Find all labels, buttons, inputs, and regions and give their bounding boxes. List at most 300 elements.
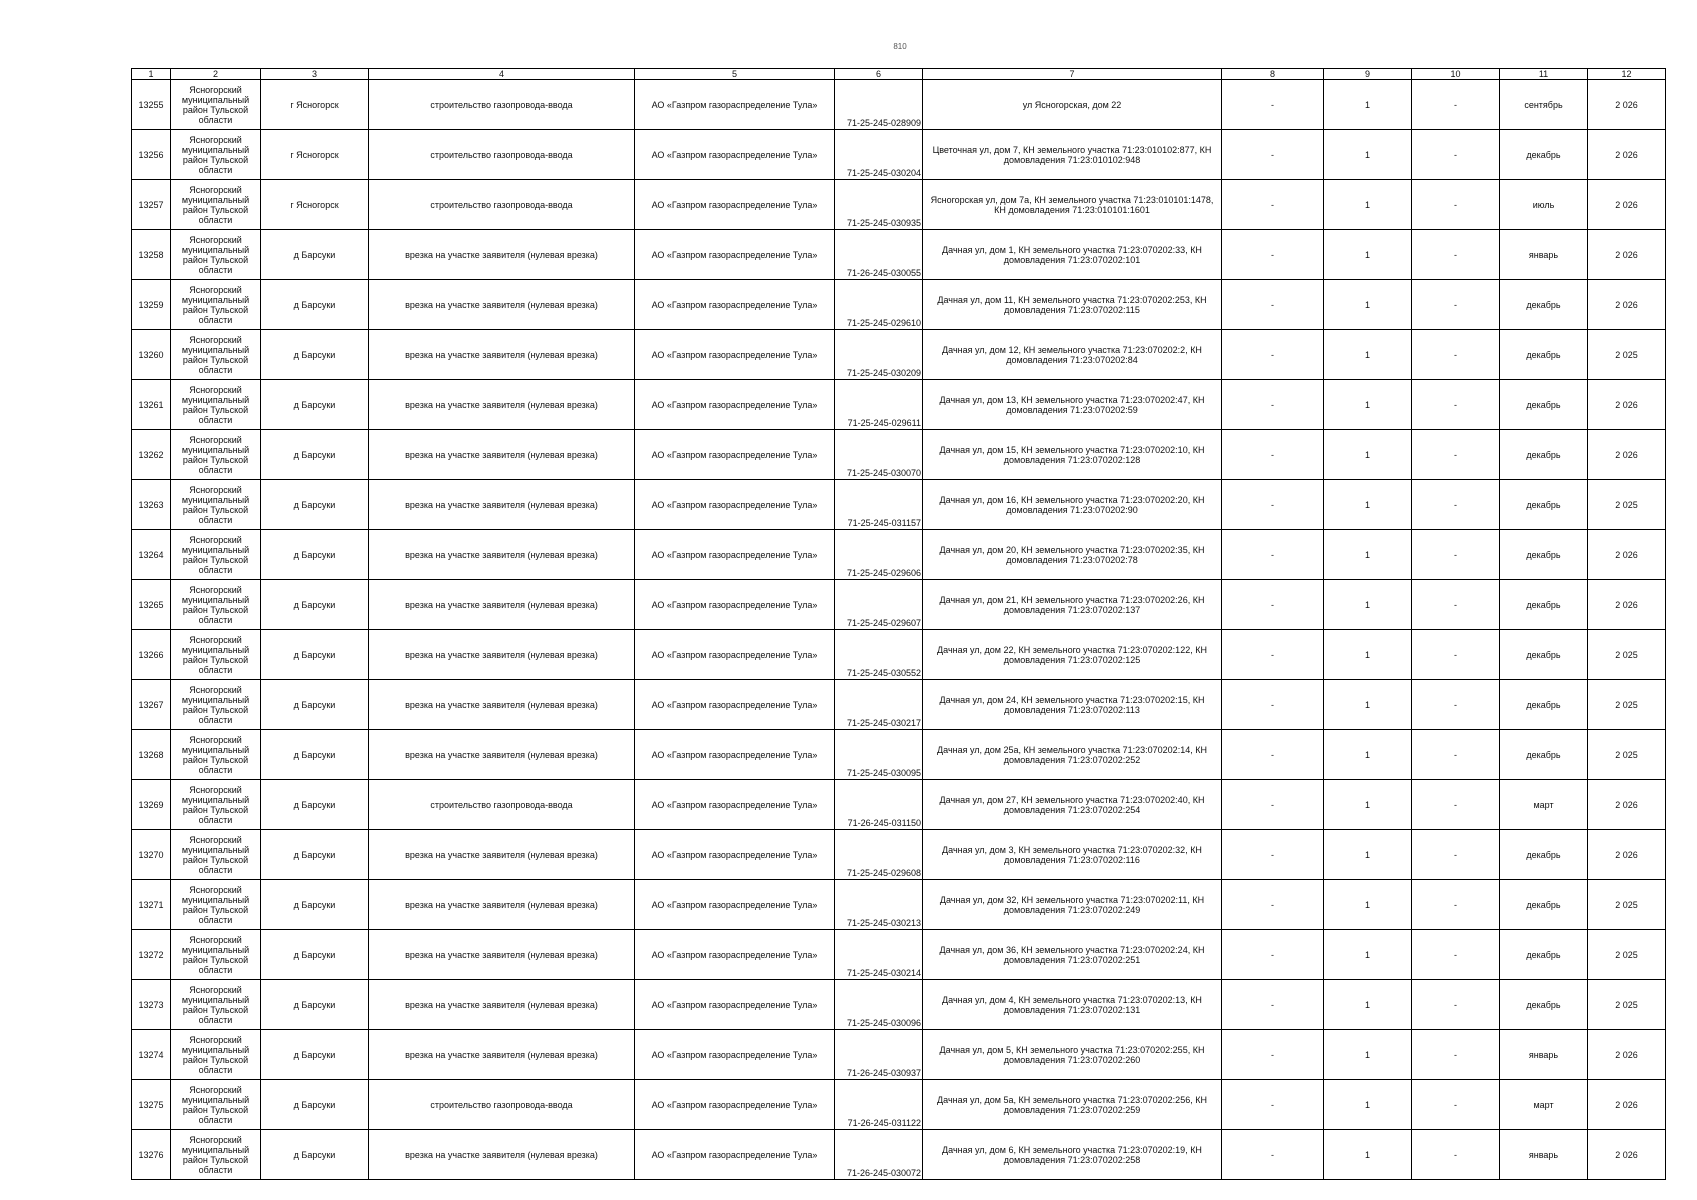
organization-cell: АО «Газпром газораспределение Тула»: [635, 430, 835, 480]
organization-cell: АО «Газпром газораспределение Тула»: [635, 580, 835, 630]
row-number-cell: 13276: [132, 1130, 171, 1180]
month-cell: декабрь: [1500, 330, 1588, 380]
address-cell: Дачная ул, дом 5а, КН земельного участка 71:23:070202:256, КН домовладения 71:23:070202:259: [923, 1080, 1222, 1130]
table-row: [132, 530, 1666, 580]
code-cell: 71-25-245-029611: [835, 380, 923, 430]
code-cell: 71-25-245-030552: [835, 630, 923, 680]
table-row: [132, 880, 1666, 930]
year-cell: 2 026: [1588, 1080, 1666, 1130]
column-number: 3: [261, 69, 369, 80]
row-number-cell: 13269: [132, 780, 171, 830]
locality-cell: г Ясногорск: [261, 80, 369, 130]
address-cell: Дачная ул, дом 1, КН земельного участка 71:23:070202:33, КН домовладения 71:23:070202:101: [923, 230, 1222, 280]
row-number-cell: 13270: [132, 830, 171, 880]
work-type-cell: врезка на участке заявителя (нулевая врезка): [369, 580, 635, 630]
address-cell: Дачная ул, дом 21, КН земельного участка 71:23:070202:26, КН домовладения 71:23:070202:137: [923, 580, 1222, 630]
district-cell: Ясногорский муниципальный район Тульской области: [171, 830, 261, 880]
work-type-cell: врезка на участке заявителя (нулевая врезка): [369, 730, 635, 780]
col10-cell: -: [1412, 830, 1500, 880]
col10-cell: -: [1412, 530, 1500, 580]
quantity-cell: 1: [1324, 930, 1412, 980]
year-cell: 2 026: [1588, 130, 1666, 180]
table-row: [132, 230, 1666, 280]
address-cell: Дачная ул, дом 15, КН земельного участка 71:23:070202:10, КН домовладения 71:23:070202:128: [923, 430, 1222, 480]
month-cell: январь: [1500, 1130, 1588, 1180]
work-type-cell: врезка на участке заявителя (нулевая врезка): [369, 880, 635, 930]
table-row: [132, 1030, 1666, 1080]
district-cell: Ясногорский муниципальный район Тульской области: [171, 330, 261, 380]
organization-cell: АО «Газпром газораспределение Тула»: [635, 630, 835, 680]
code-cell: 71-26-245-031150: [835, 780, 923, 830]
district-cell: Ясногорский муниципальный район Тульской области: [171, 230, 261, 280]
address-cell: Дачная ул, дом 22, КН земельного участка 71:23:070202:122, КН домовладения 71:23:070202:125: [923, 630, 1222, 680]
organization-cell: АО «Газпром газораспределение Тула»: [635, 280, 835, 330]
locality-cell: д Барсуки: [261, 730, 369, 780]
address-cell: Дачная ул, дом 24, КН земельного участка 71:23:070202:15, КН домовладения 71:23:070202:113: [923, 680, 1222, 730]
address-cell: Дачная ул, дом 25а, КН земельного участка 71:23:070202:14, КН домовладения 71:23:070202:252: [923, 730, 1222, 780]
code-cell: 71-25-245-030070: [835, 430, 923, 480]
district-cell: Ясногорский муниципальный район Тульской области: [171, 730, 261, 780]
month-cell: декабрь: [1500, 380, 1588, 430]
year-cell: 2 025: [1588, 480, 1666, 530]
locality-cell: д Барсуки: [261, 380, 369, 430]
column-number: 10: [1412, 69, 1500, 80]
code-cell: 71-25-245-030096: [835, 980, 923, 1030]
code-cell: 71-25-245-030214: [835, 930, 923, 980]
col8-cell: -: [1222, 1130, 1324, 1180]
month-cell: декабрь: [1500, 980, 1588, 1030]
locality-cell: г Ясногорск: [261, 130, 369, 180]
work-type-cell: врезка на участке заявителя (нулевая врезка): [369, 330, 635, 380]
locality-cell: д Барсуки: [261, 630, 369, 680]
address-cell: Дачная ул, дом 27, КН земельного участка 71:23:070202:40, КН домовладения 71:23:070202:254: [923, 780, 1222, 830]
quantity-cell: 1: [1324, 530, 1412, 580]
address-cell: Дачная ул, дом 20, КН земельного участка 71:23:070202:35, КН домовладения 71:23:070202:78: [923, 530, 1222, 580]
locality-cell: д Барсуки: [261, 480, 369, 530]
work-type-cell: врезка на участке заявителя (нулевая врезка): [369, 1030, 635, 1080]
table-row: [132, 430, 1666, 480]
locality-cell: д Барсуки: [261, 1030, 369, 1080]
code-cell: 71-26-245-031122: [835, 1080, 923, 1130]
code-cell: 71-26-245-030055: [835, 230, 923, 280]
district-cell: Ясногорский муниципальный район Тульской области: [171, 480, 261, 530]
district-cell: Ясногорский муниципальный район Тульской области: [171, 130, 261, 180]
district-cell: Ясногорский муниципальный район Тульской области: [171, 1030, 261, 1080]
month-cell: декабрь: [1500, 630, 1588, 680]
year-cell: 2 025: [1588, 630, 1666, 680]
column-number-row: [132, 69, 1666, 80]
district-cell: Ясногорский муниципальный район Тульской области: [171, 1080, 261, 1130]
table-row: [132, 180, 1666, 230]
organization-cell: АО «Газпром газораспределение Тула»: [635, 480, 835, 530]
col8-cell: -: [1222, 1080, 1324, 1130]
month-cell: декабрь: [1500, 580, 1588, 630]
district-cell: Ясногорский муниципальный район Тульской области: [171, 1130, 261, 1180]
work-type-cell: врезка на участке заявителя (нулевая врезка): [369, 1130, 635, 1180]
address-cell: Дачная ул, дом 5, КН земельного участка 71:23:070202:255, КН домовладения 71:23:070202:260: [923, 1030, 1222, 1080]
col8-cell: -: [1222, 280, 1324, 330]
quantity-cell: 1: [1324, 1080, 1412, 1130]
organization-cell: АО «Газпром газораспределение Тула»: [635, 880, 835, 930]
col10-cell: -: [1412, 730, 1500, 780]
code-cell: 71-25-245-030204: [835, 130, 923, 180]
code-cell: 71-25-245-029610: [835, 280, 923, 330]
year-cell: 2 026: [1588, 80, 1666, 130]
quantity-cell: 1: [1324, 580, 1412, 630]
month-cell: декабрь: [1500, 480, 1588, 530]
year-cell: 2 026: [1588, 230, 1666, 280]
year-cell: 2 025: [1588, 980, 1666, 1030]
table-row: [132, 830, 1666, 880]
table-row: [132, 730, 1666, 780]
month-cell: декабрь: [1500, 730, 1588, 780]
locality-cell: д Барсуки: [261, 680, 369, 730]
row-number-cell: 13259: [132, 280, 171, 330]
month-cell: январь: [1500, 1030, 1588, 1080]
code-cell: 71-25-245-028909: [835, 80, 923, 130]
column-number: 8: [1222, 69, 1324, 80]
code-cell: 71-25-245-030095: [835, 730, 923, 780]
year-cell: 2 025: [1588, 730, 1666, 780]
organization-cell: АО «Газпром газораспределение Тула»: [635, 530, 835, 580]
row-number-cell: 13271: [132, 880, 171, 930]
row-number-cell: 13267: [132, 680, 171, 730]
column-number: 5: [635, 69, 835, 80]
work-type-cell: врезка на участке заявителя (нулевая врезка): [369, 230, 635, 280]
organization-cell: АО «Газпром газораспределение Тула»: [635, 130, 835, 180]
work-type-cell: строительство газопровода-ввода: [369, 180, 635, 230]
address-cell: Дачная ул, дом 32, КН земельного участка 71:23:070202:11, КН домовладения 71:23:070202:249: [923, 880, 1222, 930]
table-row: [132, 80, 1666, 130]
col8-cell: -: [1222, 480, 1324, 530]
work-type-cell: строительство газопровода-ввода: [369, 130, 635, 180]
year-cell: 2 025: [1588, 930, 1666, 980]
work-type-cell: врезка на участке заявителя (нулевая врезка): [369, 280, 635, 330]
district-cell: Ясногорский муниципальный район Тульской области: [171, 180, 261, 230]
col8-cell: -: [1222, 680, 1324, 730]
column-number: 2: [171, 69, 261, 80]
code-cell: 71-25-245-030935: [835, 180, 923, 230]
row-number-cell: 13266: [132, 630, 171, 680]
district-cell: Ясногорский муниципальный район Тульской области: [171, 380, 261, 430]
col10-cell: -: [1412, 430, 1500, 480]
col10-cell: -: [1412, 330, 1500, 380]
col8-cell: -: [1222, 380, 1324, 430]
row-number-cell: 13255: [132, 80, 171, 130]
col8-cell: -: [1222, 730, 1324, 780]
col10-cell: -: [1412, 930, 1500, 980]
work-type-cell: врезка на участке заявителя (нулевая врезка): [369, 930, 635, 980]
quantity-cell: 1: [1324, 830, 1412, 880]
year-cell: 2 026: [1588, 830, 1666, 880]
district-cell: Ясногорский муниципальный район Тульской области: [171, 280, 261, 330]
address-cell: Дачная ул, дом 13, КН земельного участка 71:23:070202:47, КН домовладения 71:23:070202:59: [923, 380, 1222, 430]
row-number-cell: 13262: [132, 430, 171, 480]
work-type-cell: врезка на участке заявителя (нулевая врезка): [369, 480, 635, 530]
organization-cell: АО «Газпром газораспределение Тула»: [635, 1080, 835, 1130]
year-cell: 2 026: [1588, 180, 1666, 230]
year-cell: 2 025: [1588, 880, 1666, 930]
code-cell: 71-26-245-030072: [835, 1130, 923, 1180]
locality-cell: д Барсуки: [261, 230, 369, 280]
table-row: [132, 480, 1666, 530]
locality-cell: г Ясногорск: [261, 180, 369, 230]
address-cell: Ясногорская ул, дом 7а, КН земельного участка 71:23:010101:1478, КН домовладения 71:23:010101:1601: [923, 180, 1222, 230]
quantity-cell: 1: [1324, 330, 1412, 380]
month-cell: январь: [1500, 230, 1588, 280]
column-number: 7: [923, 69, 1222, 80]
table-row: [132, 280, 1666, 330]
code-cell: 71-26-245-030937: [835, 1030, 923, 1080]
quantity-cell: 1: [1324, 1130, 1412, 1180]
row-number-cell: 13273: [132, 980, 171, 1030]
month-cell: декабрь: [1500, 130, 1588, 180]
organization-cell: АО «Газпром газораспределение Тула»: [635, 930, 835, 980]
col10-cell: -: [1412, 1030, 1500, 1080]
organization-cell: АО «Газпром газораспределение Тула»: [635, 230, 835, 280]
organization-cell: АО «Газпром газораспределение Тула»: [635, 780, 835, 830]
district-cell: Ясногорский муниципальный район Тульской области: [171, 530, 261, 580]
address-cell: Дачная ул, дом 4, КН земельного участка 71:23:070202:13, КН домовладения 71:23:070202:131: [923, 980, 1222, 1030]
col8-cell: -: [1222, 180, 1324, 230]
code-cell: 71-25-245-029607: [835, 580, 923, 630]
col10-cell: -: [1412, 780, 1500, 830]
row-number-cell: 13263: [132, 480, 171, 530]
col8-cell: -: [1222, 530, 1324, 580]
page-number: 810: [893, 42, 907, 51]
table-row: [132, 980, 1666, 1030]
quantity-cell: 1: [1324, 730, 1412, 780]
quantity-cell: 1: [1324, 230, 1412, 280]
address-cell: Дачная ул, дом 3, КН земельного участка 71:23:070202:32, КН домовладения 71:23:070202:116: [923, 830, 1222, 880]
col8-cell: -: [1222, 630, 1324, 680]
col8-cell: -: [1222, 880, 1324, 930]
year-cell: 2 026: [1588, 380, 1666, 430]
district-cell: Ясногорский муниципальный район Тульской области: [171, 930, 261, 980]
row-number-cell: 13268: [132, 730, 171, 780]
col10-cell: -: [1412, 630, 1500, 680]
work-type-cell: врезка на участке заявителя (нулевая врезка): [369, 830, 635, 880]
district-cell: Ясногорский муниципальный район Тульской области: [171, 680, 261, 730]
quantity-cell: 1: [1324, 80, 1412, 130]
locality-cell: д Барсуки: [261, 980, 369, 1030]
district-cell: Ясногорский муниципальный район Тульской области: [171, 80, 261, 130]
table-row: [132, 330, 1666, 380]
month-cell: март: [1500, 780, 1588, 830]
address-cell: Дачная ул, дом 11, КН земельного участка 71:23:070202:253, КН домовладения 71:23:070202:115: [923, 280, 1222, 330]
table-row: [132, 1080, 1666, 1130]
organization-cell: АО «Газпром газораспределение Тула»: [635, 1030, 835, 1080]
col8-cell: -: [1222, 130, 1324, 180]
column-number: 11: [1500, 69, 1588, 80]
col8-cell: -: [1222, 780, 1324, 830]
address-cell: Дачная ул, дом 36, КН земельного участка 71:23:070202:24, КН домовладения 71:23:070202:251: [923, 930, 1222, 980]
row-number-cell: 13257: [132, 180, 171, 230]
year-cell: 2 026: [1588, 1030, 1666, 1080]
column-number: 1: [132, 69, 171, 80]
organization-cell: АО «Газпром газораспределение Тула»: [635, 1130, 835, 1180]
code-cell: 71-25-245-030217: [835, 680, 923, 730]
column-number: 12: [1588, 69, 1666, 80]
col8-cell: -: [1222, 430, 1324, 480]
locality-cell: д Барсуки: [261, 1130, 369, 1180]
quantity-cell: 1: [1324, 480, 1412, 530]
locality-cell: д Барсуки: [261, 330, 369, 380]
organization-cell: АО «Газпром газораспределение Тула»: [635, 330, 835, 380]
month-cell: март: [1500, 1080, 1588, 1130]
quantity-cell: 1: [1324, 1030, 1412, 1080]
work-type-cell: врезка на участке заявителя (нулевая врезка): [369, 530, 635, 580]
table-row: [132, 780, 1666, 830]
year-cell: 2 026: [1588, 430, 1666, 480]
address-cell: Цветочная ул, дом 7, КН земельного участка 71:23:010102:877, КН домовладения 71:23:010102:948: [923, 130, 1222, 180]
col10-cell: -: [1412, 480, 1500, 530]
quantity-cell: 1: [1324, 630, 1412, 680]
work-type-cell: строительство газопровода-ввода: [369, 80, 635, 130]
table-row: [132, 380, 1666, 430]
row-number-cell: 13265: [132, 580, 171, 630]
row-number-cell: 13258: [132, 230, 171, 280]
quantity-cell: 1: [1324, 180, 1412, 230]
month-cell: сентябрь: [1500, 80, 1588, 130]
address-cell: Дачная ул, дом 6, КН земельного участка 71:23:070202:19, КН домовладения 71:23:070202:258: [923, 1130, 1222, 1180]
column-number: 4: [369, 69, 635, 80]
organization-cell: АО «Газпром газораспределение Тула»: [635, 730, 835, 780]
column-number: 9: [1324, 69, 1412, 80]
col8-cell: -: [1222, 930, 1324, 980]
month-cell: декабрь: [1500, 280, 1588, 330]
organization-cell: АО «Газпром газораспределение Тула»: [635, 380, 835, 430]
month-cell: декабрь: [1500, 880, 1588, 930]
quantity-cell: 1: [1324, 130, 1412, 180]
table-row: [132, 630, 1666, 680]
table-row: [132, 1130, 1666, 1180]
month-cell: декабрь: [1500, 930, 1588, 980]
code-cell: 71-25-245-029608: [835, 830, 923, 880]
row-number-cell: 13274: [132, 1030, 171, 1080]
col10-cell: -: [1412, 680, 1500, 730]
address-cell: Дачная ул, дом 12, КН земельного участка 71:23:070202:2, КН домовладения 71:23:070202:84: [923, 330, 1222, 380]
address-cell: ул Ясногорская, дом 22: [923, 80, 1222, 130]
year-cell: 2 025: [1588, 330, 1666, 380]
col8-cell: -: [1222, 1030, 1324, 1080]
district-cell: Ясногорский муниципальный район Тульской области: [171, 880, 261, 930]
quantity-cell: 1: [1324, 880, 1412, 930]
col8-cell: -: [1222, 80, 1324, 130]
row-number-cell: 13256: [132, 130, 171, 180]
year-cell: 2 026: [1588, 1130, 1666, 1180]
table-row: [132, 130, 1666, 180]
locality-cell: д Барсуки: [261, 1080, 369, 1130]
locality-cell: д Барсуки: [261, 780, 369, 830]
month-cell: декабрь: [1500, 680, 1588, 730]
col10-cell: -: [1412, 1130, 1500, 1180]
col10-cell: -: [1412, 980, 1500, 1030]
district-cell: Ясногорский муниципальный район Тульской области: [171, 430, 261, 480]
organization-cell: АО «Газпром газораспределение Тула»: [635, 180, 835, 230]
code-cell: 71-25-245-030209: [835, 330, 923, 380]
col10-cell: -: [1412, 80, 1500, 130]
work-type-cell: строительство газопровода-ввода: [369, 1080, 635, 1130]
row-number-cell: 13261: [132, 380, 171, 430]
year-cell: 2 026: [1588, 530, 1666, 580]
quantity-cell: 1: [1324, 430, 1412, 480]
district-cell: Ясногорский муниципальный район Тульской области: [171, 980, 261, 1030]
work-type-cell: врезка на участке заявителя (нулевая врезка): [369, 980, 635, 1030]
col8-cell: -: [1222, 580, 1324, 630]
quantity-cell: 1: [1324, 980, 1412, 1030]
col8-cell: -: [1222, 330, 1324, 380]
work-type-cell: врезка на участке заявителя (нулевая врезка): [369, 630, 635, 680]
locality-cell: д Барсуки: [261, 280, 369, 330]
data-table: [131, 68, 1666, 1180]
code-cell: 71-25-245-030213: [835, 880, 923, 930]
month-cell: декабрь: [1500, 430, 1588, 480]
col10-cell: -: [1412, 880, 1500, 930]
code-cell: 71-25-245-029606: [835, 530, 923, 580]
year-cell: 2 026: [1588, 280, 1666, 330]
table-row: [132, 680, 1666, 730]
organization-cell: АО «Газпром газораспределение Тула»: [635, 830, 835, 880]
col8-cell: -: [1222, 230, 1324, 280]
row-number-cell: 13275: [132, 1080, 171, 1130]
row-number-cell: 13264: [132, 530, 171, 580]
column-number: 6: [835, 69, 923, 80]
organization-cell: АО «Газпром газораспределение Тула»: [635, 80, 835, 130]
table-row: [132, 930, 1666, 980]
work-type-cell: врезка на участке заявителя (нулевая врезка): [369, 680, 635, 730]
year-cell: 2 025: [1588, 680, 1666, 730]
organization-cell: АО «Газпром газораспределение Тула»: [635, 680, 835, 730]
work-type-cell: врезка на участке заявителя (нулевая врезка): [369, 380, 635, 430]
col8-cell: -: [1222, 830, 1324, 880]
table-row: [132, 580, 1666, 630]
district-cell: Ясногорский муниципальный район Тульской области: [171, 780, 261, 830]
organization-cell: АО «Газпром газораспределение Тула»: [635, 980, 835, 1030]
quantity-cell: 1: [1324, 780, 1412, 830]
district-cell: Ясногорский муниципальный район Тульской области: [171, 630, 261, 680]
row-number-cell: 13260: [132, 330, 171, 380]
work-type-cell: строительство газопровода-ввода: [369, 780, 635, 830]
year-cell: 2 026: [1588, 580, 1666, 630]
district-cell: Ясногорский муниципальный район Тульской области: [171, 580, 261, 630]
col10-cell: -: [1412, 1080, 1500, 1130]
address-cell: Дачная ул, дом 16, КН земельного участка 71:23:070202:20, КН домовладения 71:23:070202:90: [923, 480, 1222, 530]
col10-cell: -: [1412, 280, 1500, 330]
col10-cell: -: [1412, 580, 1500, 630]
row-number-cell: 13272: [132, 930, 171, 980]
month-cell: декабрь: [1500, 530, 1588, 580]
month-cell: декабрь: [1500, 830, 1588, 880]
locality-cell: д Барсуки: [261, 830, 369, 880]
quantity-cell: 1: [1324, 280, 1412, 330]
col10-cell: -: [1412, 130, 1500, 180]
locality-cell: д Барсуки: [261, 930, 369, 980]
quantity-cell: 1: [1324, 380, 1412, 430]
locality-cell: д Барсуки: [261, 430, 369, 480]
locality-cell: д Барсуки: [261, 880, 369, 930]
code-cell: 71-25-245-031157: [835, 480, 923, 530]
col10-cell: -: [1412, 180, 1500, 230]
quantity-cell: 1: [1324, 680, 1412, 730]
year-cell: 2 026: [1588, 780, 1666, 830]
col10-cell: -: [1412, 230, 1500, 280]
locality-cell: д Барсуки: [261, 580, 369, 630]
col10-cell: -: [1412, 380, 1500, 430]
work-type-cell: врезка на участке заявителя (нулевая врезка): [369, 430, 635, 480]
col8-cell: -: [1222, 980, 1324, 1030]
locality-cell: д Барсуки: [261, 530, 369, 580]
